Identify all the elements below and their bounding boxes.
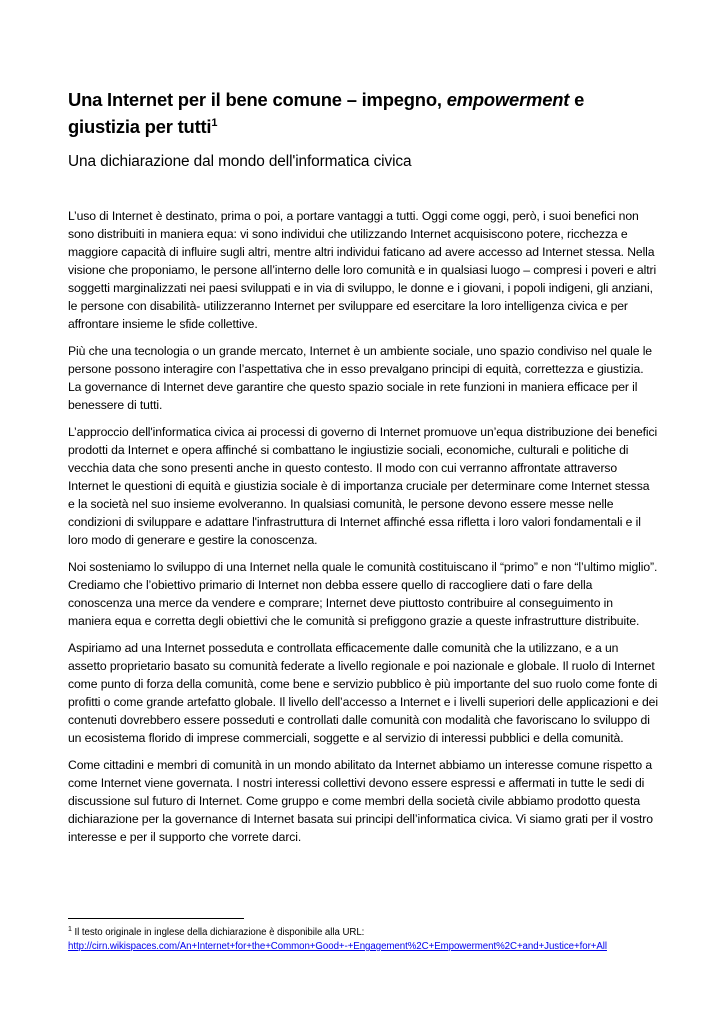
document-body xyxy=(68,207,658,846)
footnote-separator xyxy=(68,918,244,919)
title-emphasis: empowerment xyxy=(446,89,570,110)
paragraph: Aspiriamo ad una Internet posseduta e controllata efficacemente dalle comunità che la utilizzano, e a un assetto proprietario basato su comunità federate a livello regionale e poi nazionale e globale. Il ruolo di Internet come punto di forza della comunità, come bene e servizio pubblico è più importante del suo ruolo come fonte di profitti o come grande artefatto globale. Il livello dell’accesso a Internet e i livelli superiori delle applicazioni e dei contenuti dovrebbero essere posseduti e controllati dalle comunità con modalità che favoriscano lo sviluppo di un ecosistema florido di imprese commerciali, soggette e al servizio di interessi pubblici e della comunità. xyxy=(68,641,658,745)
footnote xyxy=(68,926,668,954)
footnote-number: 1 xyxy=(68,925,72,933)
footnote-text: Il testo originale in inglese della dichiarazione è disponibile alla URL: xyxy=(71,927,365,938)
document-title xyxy=(68,86,658,140)
title-footnote-ref[interactable]: 1 xyxy=(211,116,218,129)
document-page xyxy=(68,86,658,855)
title-part-2: e giustizia per tutti xyxy=(68,89,585,137)
footnote-link-line xyxy=(68,940,668,954)
paragraph: Noi sosteniamo lo sviluppo di una Internet nella quale le comunità costituiscano il “primo” e non “l’ultimo miglio”. Crediamo che l’obiettivo primario di Internet non debba essere quello di raccogliere dati o fare della conoscenza una merce da vendere e comprare; Internet deve piuttosto contribuire al conseguimento in maniera equa e corretta degli obiettivi che le comunità si prefiggono grazie a queste infrastrutture distribuite. xyxy=(68,560,658,628)
title-part-1: Una Internet per il bene comune – impegno, xyxy=(68,89,447,110)
document-subtitle: Una dichiarazione dal mondo dell'informatica civica xyxy=(68,153,412,170)
paragraph: Più che una tecnologia o un grande mercato, Internet è un ambiente sociale, uno spazio condiviso nel quale le persone possono interagire con l’aspettativa che in esso prevalgano principi di equità, correttezza e giustizia. La governance di Internet deve garantire che questo spazio sociale in rete funzioni in maniera efficace per il benessere di tutti. xyxy=(68,344,652,412)
footnote-link[interactable]: http://cirn.wikispaces.com/An+Internet+for+the+Common+Good+-+Engagement%2C+Empowerment%2C+and+Justice+for+All xyxy=(68,941,607,952)
paragraph: L’uso di Internet è destinato, prima o poi, a portare vantaggi a tutti. Oggi come oggi, però, i suoi benefici non sono distribuiti in maniera equa: vi sono individui che utilizzando Internet acquisiscono potere, ricchezza e maggiore capacità di influire sugli altri, mentre altri individui faticano ad avere accesso ad Internet stessa. Nella visione che proponiamo, le persone all’interno delle loro comunità e in qualsiasi luogo – compresi i poveri e altri soggetti marginalizzati nei paesi sviluppati e in via di sviluppo, le donne e i giovani, i popoli indigeni, gli anziani, le persone con disabilità- utilizzeranno Internet per sviluppare ed esercitare la loro intelligenza civica e per affrontare insieme le sfide collettive. xyxy=(68,209,657,331)
paragraph: L’approccio dell'informatica civica ai processi di governo di Internet promuove un’equa distribuzione dei benefici prodotti da Internet e opera affinché si combattano le ingiustizie sociali, economiche, culturali e politiche di vecchia data che sono presenti anche in questo contesto. Il modo con cui verranno affrontate attraverso Internet le questioni di equità e giustizia sociale è di importanza cruciale per determinare come Internet stessa e la società nel suo insieme evolveranno. In qualsiasi comunità, le persone devono essere messe nelle condizioni di sviluppare e adattare l'infrastruttura di Internet affinché essa rifletta i loro valori fondamentali e il loro modo di generare e gestire la conoscenza. xyxy=(68,425,658,547)
paragraph: Come cittadini e membri di comunità in un mondo abilitato da Internet abbiamo un interesse comune rispetto a come Internet viene governata. I nostri interessi collettivi devono essere espressi e affermati in tutte le sedi di discussione sul futuro di Internet. Come gruppo e come membri della società civile abbiamo prodotto questa dichiarazione per la governance di Internet basata sui principi dell’informatica civica. Vi siamo grati per il vostro interesse e per il supporto che vorrete darci. xyxy=(68,758,653,844)
footnote-line xyxy=(68,926,668,940)
